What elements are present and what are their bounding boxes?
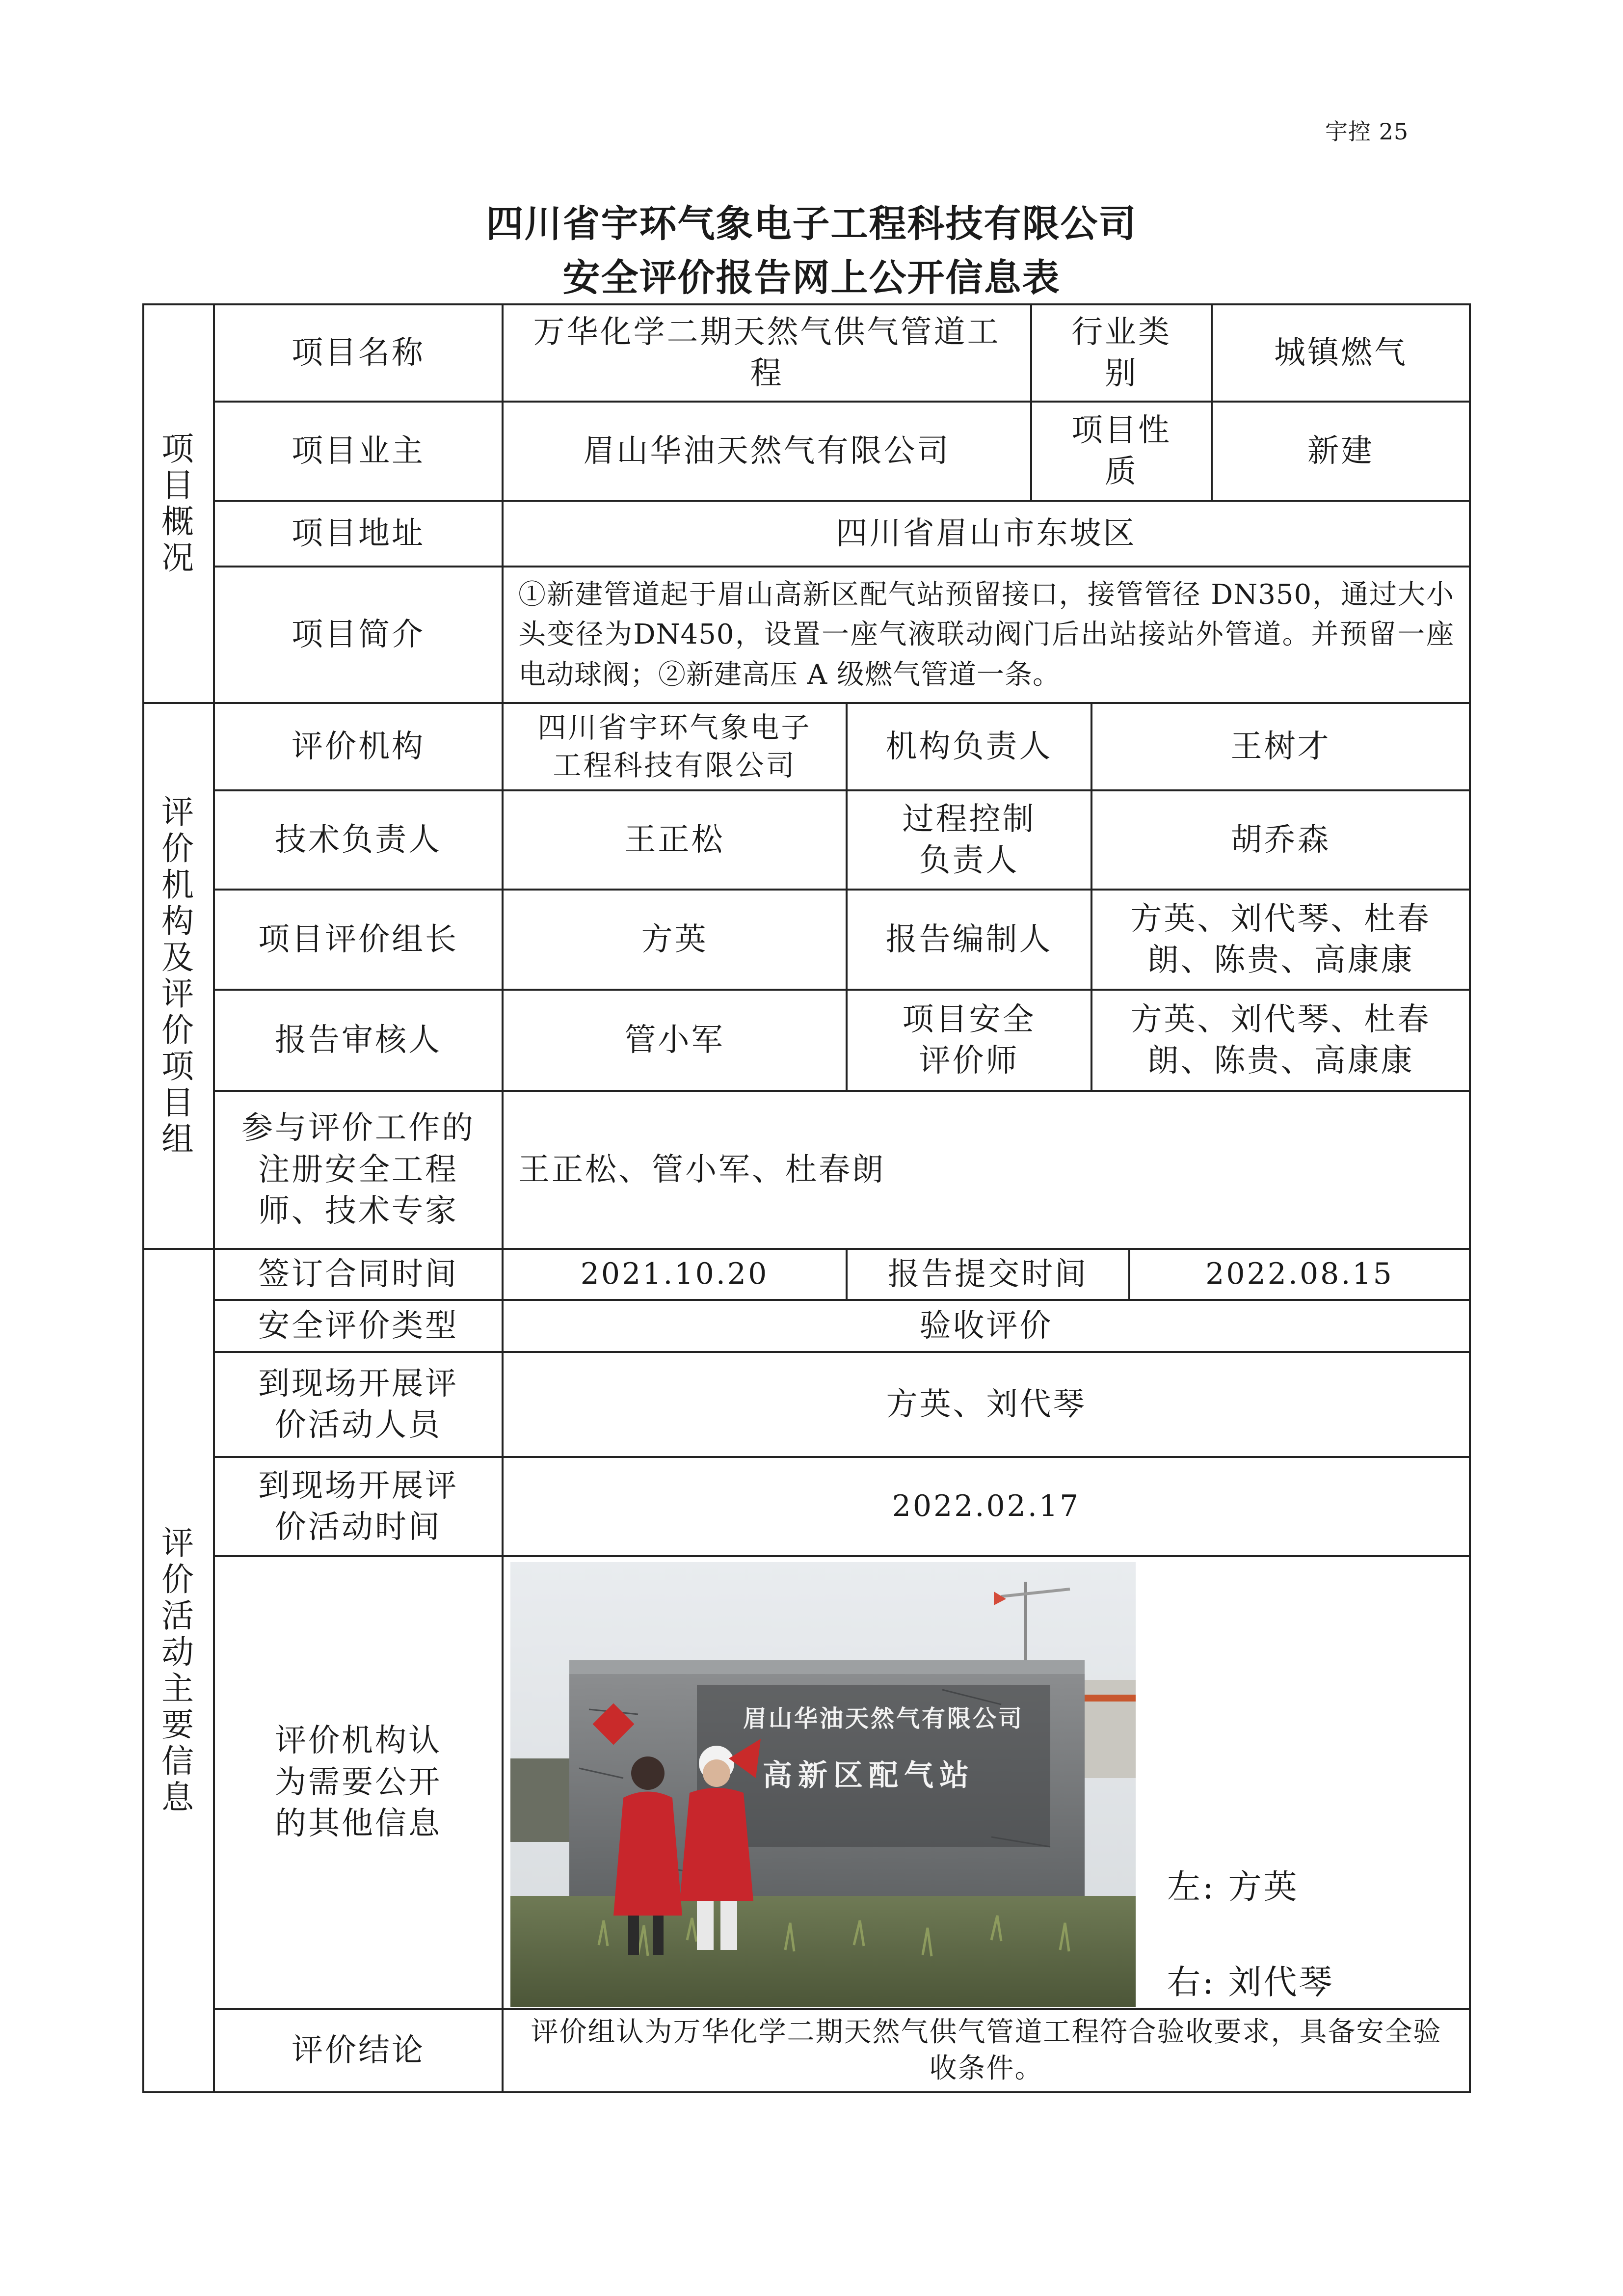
evaluators-label: 项目安全评价师	[846, 989, 1092, 1092]
other-info-label: 评价机构认为需要公开的其他信息	[213, 1555, 504, 2010]
project-name-value: 万华化学二期天然气供气管道工程	[502, 303, 1032, 403]
photo-wall-top	[569, 1660, 1085, 1674]
project-name-label: 项目名称	[213, 303, 504, 403]
other-info-value	[502, 1555, 1471, 2010]
tech-head-value: 王正松	[502, 789, 848, 891]
reviewer-value: 管小军	[502, 989, 848, 1092]
title-company: 四川省宇环气象电子工程科技有限公司	[486, 202, 1137, 245]
photo-grass	[510, 1896, 1136, 2007]
reviewer-label: 报告审核人	[213, 989, 504, 1092]
submit-date-label: 报告提交时间	[846, 1248, 1130, 1301]
photo-sign-line1: 眉山华油天然气有限公司	[743, 1705, 1024, 1732]
owner-label: 项目业主	[213, 401, 504, 502]
summary-value: ①新建管道起于眉山高新区配气站预留接口，接管管径 DN350，通过大小头变径为DN450，设置一座气液联动阀门后出站接站外管道。并预留一座电动球阀；②新建高压 A 级燃气管道一条。	[502, 566, 1471, 704]
experts-label: 参与评价工作的注册安全工程师、技术专家	[213, 1090, 504, 1250]
site-people-label: 到现场开展评价活动人员	[213, 1351, 504, 1458]
summary-label: 项目简介	[213, 566, 504, 704]
industry-label: 行业类别	[1030, 303, 1213, 403]
photo-sign-line2: 高新区配气站	[763, 1758, 975, 1793]
title-form: 安全评价报告网上公开信息表	[562, 256, 1061, 299]
conclusion-label: 评价结论	[213, 2008, 504, 2093]
submit-date-value: 2022.08.15	[1128, 1248, 1471, 1301]
nature-label: 项目性质	[1030, 401, 1213, 502]
section-label-overview: 项 目 概 况	[142, 303, 215, 704]
document-code: 宇控 25	[1325, 118, 1409, 145]
agency-value: 四川省宇环气象电子工程科技有限公司	[502, 702, 848, 791]
section-label-team: 评 价 机 构 及 评 价 项 目 组	[142, 702, 215, 1250]
eval-type-label: 安全评价类型	[213, 1299, 504, 1353]
caption-right: 右: 刘代琴	[1167, 1963, 1334, 2002]
section-label-activity: 评 价 活 动 主 要 信 息	[142, 1248, 215, 2093]
process-head-value: 胡乔森	[1091, 789, 1471, 891]
address-value: 四川省眉山市东坡区	[502, 500, 1471, 567]
evaluators-value: 方英、刘代琴、杜春朗、陈贵、高康康	[1091, 989, 1471, 1092]
eval-type-value: 验收评价	[502, 1299, 1471, 1353]
nature-value: 新建	[1211, 401, 1471, 502]
team-leader-value: 方英	[502, 889, 848, 991]
photo-trees	[510, 1758, 579, 1842]
site-people-value: 方英、刘代琴	[502, 1351, 1471, 1458]
agency-head-label: 机构负责人	[846, 702, 1092, 791]
writers-label: 报告编制人	[846, 889, 1092, 991]
writers-value: 方英、刘代琴、杜春朗、陈贵、高康康	[1091, 889, 1471, 991]
site-time-value: 2022.02.17	[502, 1456, 1471, 1557]
conclusion-value: 评价组认为万华化学二期天然气供气管道工程符合验收要求，具备安全验收条件。	[502, 2008, 1471, 2093]
team-leader-label: 项目评价组长	[213, 889, 504, 991]
process-head-label: 过程控制负责人	[846, 789, 1092, 891]
agency-head-value: 王树才	[1091, 702, 1471, 791]
site-photo	[510, 1562, 1136, 2007]
site-time-label: 到现场开展评价活动时间	[213, 1456, 504, 1557]
owner-value: 眉山华油天然气有限公司	[502, 401, 1032, 502]
industry-value: 城镇燃气	[1211, 303, 1471, 403]
caption-left: 左: 方英	[1167, 1868, 1299, 1907]
agency-label: 评价机构	[213, 702, 504, 791]
contract-date-value: 2021.10.20	[502, 1248, 848, 1301]
address-label: 项目地址	[213, 500, 504, 567]
contract-date-label: 签订合同时间	[213, 1248, 504, 1301]
experts-value: 王正松、管小军、杜春朗	[502, 1090, 1471, 1250]
tech-head-label: 技术负责人	[213, 789, 504, 891]
